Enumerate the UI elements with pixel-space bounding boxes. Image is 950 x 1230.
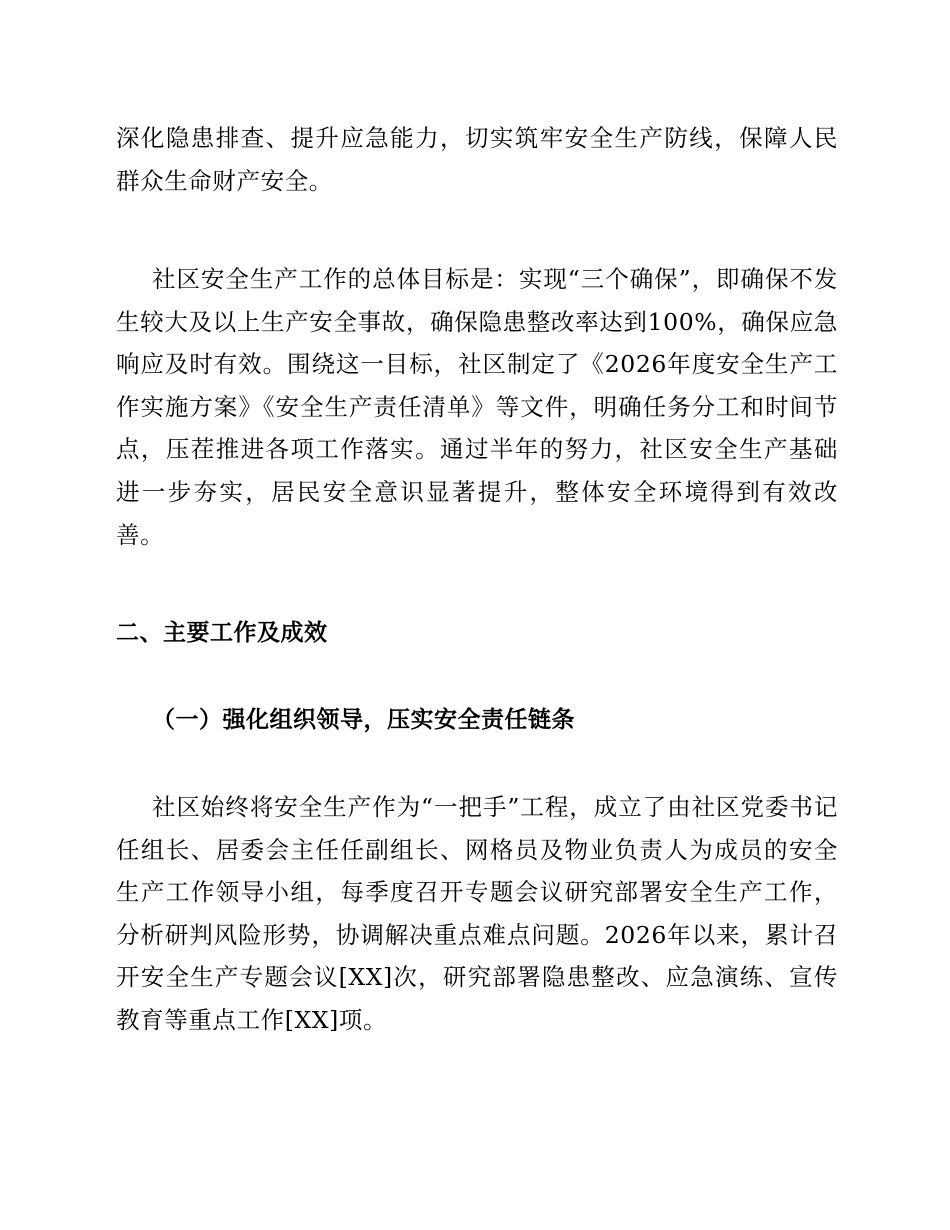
subsection-heading: （一）强化组织领导，压实安全责任链条: [152, 706, 575, 733]
body-paragraph: 深化隐患排查、提升应急能力，切实筑牢安全生产防线，保障人民群众生命财产安全。: [116, 124, 838, 195]
body-paragraph: 社区安全生产工作的总体目标是：实现“三个确保”，即确保不发生较大及以上生产安全事故，确保隐患整改率达到100%，确保应急响应及时有效。围绕这一目标，社区制定了《2026年度安全生产工作实施方案》《安全生产责任清单》等文件，明确任务分工和时间节点，压茬推进各项工作落实。通过半年的努力，社区安全生产基础进一步夯实，居民安全意识显著提升，整体安全环境得到有效改善。: [116, 265, 838, 549]
body-paragraph: 社区始终将安全生产作为“一把手”工程，成立了由社区党委书记任组长、居委会主任任副组长、网格员及物业负责人为成员的安全生产工作领导小组，每季度召开专题会议研究部署安全生产工作，分析研判风险形势，协调解决重点难点问题。2026年以来，累计召开安全生产专题会议[XX]次，研究部署隐患整改、应急演练、宣传教育等重点工作[XX]项。: [116, 793, 838, 1034]
section-heading: 二、主要工作及成效: [116, 620, 328, 646]
